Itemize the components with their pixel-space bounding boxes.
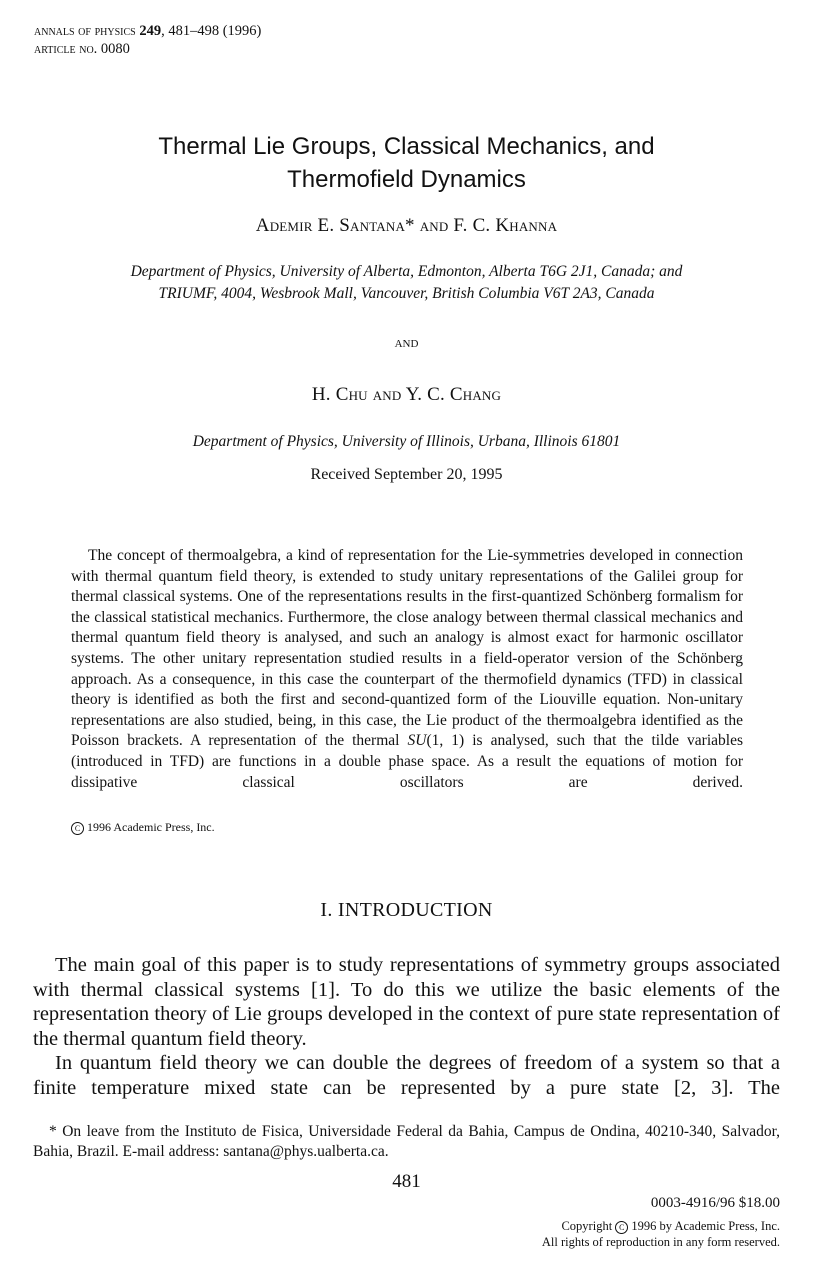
publisher-copyright-line — [542, 1218, 780, 1234]
abstract-copyright — [71, 820, 215, 835]
paper-title — [0, 130, 813, 196]
publisher-code: 0003-4916/96 $18.00 — [650, 1195, 780, 1211]
journal-citation — [34, 22, 261, 40]
paragraph-1: The main goal of this paper is to study representations of symmetry groups associated with thermal classical systems [1]. To do this we utilize the basic elements of the representation theory of Lie groups developed in the context of pure state representation of the thermal quantum field theory. — [33, 954, 780, 1050]
affiliation-2: Department of Physics, University of Illinois, Urbana, Illinois 61801 — [192, 433, 621, 450]
affiliation-1-line-1: Department of Physics, University of Alberta, Edmonton, Alberta T6G 2J1, Canada; and — [130, 263, 683, 280]
title-line-1: Thermal Lie Groups, Classical Mechanics, and — [158, 133, 655, 160]
publisher-rights: All rights of reproduction in any form reserved. — [541, 1235, 780, 1249]
publisher-copyright-symbol: C — [615, 1221, 628, 1234]
abstract-text — [71, 546, 743, 793]
section-heading: I. INTRODUCTION — [320, 899, 493, 921]
author-list-1: Ademir E. Santana* and F. C. Khanna — [255, 215, 558, 236]
and-separator: and — [394, 334, 419, 351]
journal-volume: 249 — [139, 23, 162, 39]
journal-header — [34, 22, 261, 58]
abstract-text-part-2: (1, 1) is analysed, such that the tilde variables (introduced in TFD) are functions in a double phase space. As a result the equations of motion for dissipative classical oscillators are derived. — [71, 732, 743, 791]
affiliation-1-line-2: TRIUMF, 4004, Wesbrook Mall, Vancouver, British Columbia V6T 2A3, Canada — [158, 285, 655, 302]
abstract-text-part-1: The concept of thermoalgebra, a kind of representation for the Lie-symmetries developed in connection with thermal quantum field theory, is extended to study unitary representations of the Galilei group for thermal classical systems. One of the representations results in the first-quantized Schönberg formalism for the classical statistical mechanics. Furthermore, the close analogy between thermal classical mechanics and thermal quantum field theory is analysed, and such an analogy is almost exact for harmonic oscillator systems. The other unitary representation studied results in a field-operator version of the Schönberg approach. As a consequence, in this case the counterpart of the thermofield dynamics (TFD) in classical theory is identified as both the first and second-quantized form of the Liouville equation. Non-unitary representations are also studied, being, in this case, the Lie product of the thermoalgebra identified as the Poisson brackets. A representation of the thermal — [71, 547, 743, 750]
title-line-2: Thermofield Dynamics — [287, 166, 526, 193]
paragraph-2: In quantum field theory we can double the degrees of freedom of a system so that a finite temperature mixed state can be represented by a pure state [2, 3]. The — [33, 1052, 780, 1099]
abstract-copyright-text: 1996 Academic Press, Inc. — [87, 820, 215, 834]
journal-pages: , 481–498 (1996) — [161, 23, 262, 39]
journal-name: annals of physics — [34, 23, 136, 39]
publisher-copyright — [542, 1218, 780, 1250]
body-text — [33, 953, 780, 1101]
received-date: Received September 20, 1995 — [310, 466, 503, 483]
author-list-2: H. Chu and Y. C. Chang — [311, 384, 502, 405]
affiliation-1 — [0, 261, 813, 305]
footnote-text: * On leave from the Instituto de Fisica, Universidade Federal da Bahia, Campus de Ondina, 40210-340, Salvador, Bahia, Brazil. E-mail address: santana@phys.ualberta.ca. — [33, 1123, 780, 1160]
article-number: article no. 0080 — [34, 41, 130, 57]
publisher-copyright-prefix: Copyright — [561, 1219, 613, 1233]
publisher-copyright-text: 1996 by Academic Press, Inc. — [631, 1219, 780, 1233]
copyright-symbol: C — [71, 822, 84, 835]
footnote — [33, 1122, 780, 1162]
abstract — [71, 546, 743, 793]
su-symbol: SU — [407, 732, 427, 750]
page-number: 481 — [392, 1171, 421, 1192]
